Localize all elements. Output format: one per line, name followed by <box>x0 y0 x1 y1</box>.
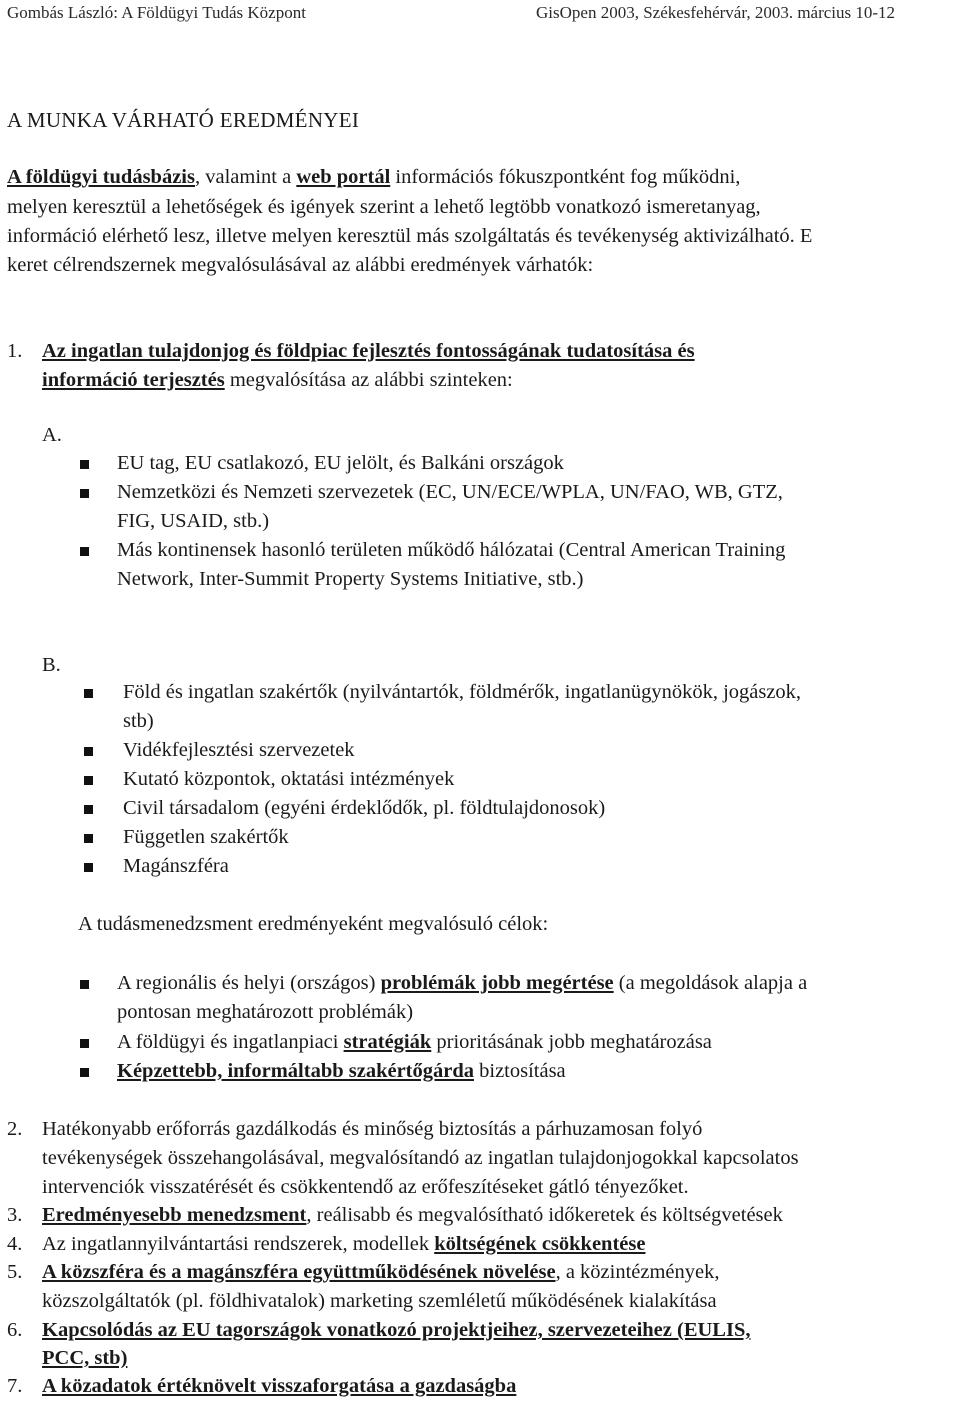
goal-2 <box>117 1031 712 1054</box>
group-a-bullet-3-line-1: Más kontinensek hasonló területen működő hálózatai (Central American Training <box>117 539 786 561</box>
item-number-4: 4. <box>7 1233 23 1255</box>
section-title: A MUNKA VÁRHATÓ EREDMÉNYEI <box>7 108 360 132</box>
item4-term: költségének csökkentése <box>434 1233 646 1255</box>
group-b-bullet-6: Magánszféra <box>123 855 229 877</box>
item5-text: , a közintézmények, <box>555 1261 720 1283</box>
bullet-square-icon <box>80 1039 89 1048</box>
intro-text: információs fókuszpontként fog működni, <box>390 166 741 188</box>
group-b-bullet-2: Vidékfejlesztési szervezetek <box>123 739 355 761</box>
item6-line-2: PCC, stb) <box>42 1347 128 1369</box>
item7-line: A közadatok értéknövelt visszaforgatása a gazdaságba <box>42 1375 517 1397</box>
item-number-3: 3. <box>7 1204 23 1226</box>
item5-line-2: közszolgáltatók (pl. földhivatalok) marketing szemléletű működésének kialakítása <box>42 1290 717 1312</box>
intro-term-tudasbazis: A földügyi tudásbázis <box>7 166 195 188</box>
goal-term: Képzettebb, informáltabb szakértőgárda <box>117 1060 474 1082</box>
group-a-bullet-2-line-1: Nemzetközi és Nemzeti szervezetek (EC, UN/ECE/WPLA, UN/FAO, WB, GTZ, <box>117 481 783 503</box>
header-right: GisOpen 2003, Székesfehérvár, 2003. március 10-12 <box>536 3 896 22</box>
bullet-square-icon <box>84 834 93 843</box>
goals-heading: A tudásmenedzsment eredményeként megvalósuló célok: <box>78 913 549 935</box>
intro-text: , valamint a <box>194 166 297 188</box>
goal-text: (a megoldások alapja a <box>613 972 808 994</box>
item1-line-2 <box>42 369 513 392</box>
header-left: Gombás László: A Földügyi Tudás Központ <box>7 3 306 22</box>
bullet-square-icon <box>80 1068 89 1077</box>
bullet-square-icon <box>84 776 93 785</box>
goal-text: biztosítása <box>474 1060 566 1082</box>
bullet-square-icon <box>80 980 89 989</box>
bullet-square-icon <box>84 863 93 872</box>
group-b-bullet-4: Civil társadalom (egyéni érdeklődők, pl. földtulajdonosok) <box>123 797 606 819</box>
item-number-2: 2. <box>7 1118 23 1140</box>
bullet-square-icon <box>80 489 89 498</box>
group-a-label: A. <box>42 424 62 446</box>
item4-text: Az ingatlannyilvántartási rendszerek, modellek <box>42 1233 435 1255</box>
group-a-bullet-1: EU tag, EU csatlakozó, EU jelölt, és Balkáni országok <box>117 452 564 474</box>
intro-line-4: keret célrendszernek megvalósulásával az alábbi eredmények várhatók: <box>7 254 594 276</box>
bullet-square-icon <box>84 689 93 698</box>
goal-text: A földügyi és ingatlanpiaci <box>117 1031 344 1053</box>
goal-term: stratégiák <box>343 1031 432 1053</box>
intro-line-2: melyen keresztül a lehetőségek és igények szerint a lehető legtöbb vonatkozó ismeretanyag, <box>7 196 761 218</box>
bullet-square-icon <box>84 805 93 814</box>
item2-line-3: intervenciók visszatérését és csökkentendő az erőfeszítéseket gátló tényezőket. <box>42 1176 689 1198</box>
group-a-bullet-2-line-2: FIG, USAID, stb.) <box>117 510 270 532</box>
group-b-bullet-3: Kutató központok, oktatási intézmények <box>123 768 455 790</box>
item5-line-1 <box>42 1261 720 1284</box>
item3-term: Eredményesebb menedzsment <box>42 1204 307 1226</box>
goal-1-line-1 <box>117 972 807 995</box>
group-b-label: B. <box>42 654 61 676</box>
goal-text: prioritásának jobb meghatározása <box>431 1031 712 1053</box>
item-number-6: 6. <box>7 1319 23 1341</box>
bullet-square-icon <box>80 547 89 556</box>
group-a-bullet-3-line-2: Network, Inter-Summit Property Systems Initiative, stb.) <box>117 568 584 590</box>
item3-line <box>42 1204 783 1227</box>
item3-text: , reálisabb és megvalósítható időkeretek és költségvetések <box>306 1204 783 1226</box>
goal-1-line-2: pontosan meghatározott problémák) <box>117 1001 414 1023</box>
group-b-bullet-1-line-1: Föld és ingatlan szakértők (nyilvántartók, földmérők, ingatlanügynökök, jogászok, <box>123 681 802 703</box>
item4-line <box>42 1233 645 1256</box>
intro-line-3: információ elérhető lesz, illetve melyen keresztül más szolgáltatás és tevékenység aktivizálható. E <box>7 225 813 247</box>
goal-3 <box>117 1060 566 1083</box>
bullet-square-icon <box>80 460 89 469</box>
item-number-7: 7. <box>7 1375 23 1397</box>
intro-term-web-portal: web portál <box>296 166 391 188</box>
item2-line-1: Hatékonyabb erőforrás gazdálkodás és minőség biztosítás a párhuzamosan folyó <box>42 1118 703 1140</box>
item-number-5: 5. <box>7 1261 23 1283</box>
item5-term: A közszféra és a magánszféra együttműködésének növelése <box>42 1261 556 1283</box>
bullet-square-icon <box>84 747 93 756</box>
item1-line-1: Az ingatlan tulajdonjog és földpiac fejlesztés fontosságának tudatosítása és <box>42 340 695 362</box>
group-b-bullet-5: Független szakértők <box>123 826 289 848</box>
item1-term: információ terjesztés <box>42 369 225 391</box>
item6-line-1: Kapcsolódás az EU tagországok vonatkozó projektjeihez, szervezeteihez (EULIS, <box>42 1319 751 1341</box>
goal-term: problémák jobb megértése <box>380 972 614 994</box>
intro-line-1 <box>7 166 740 189</box>
item1-text: megvalósítása az alábbi szinteken: <box>224 369 513 391</box>
item-number-1: 1. <box>7 340 23 362</box>
item2-line-2: tevékenységek összehangolásával, megvalósítandó az ingatlan tulajdonjogokkal kapcsolatos <box>42 1147 799 1169</box>
group-b-bullet-1-line-2: stb) <box>123 710 154 732</box>
goal-text: A regionális és helyi (országos) <box>117 972 381 994</box>
